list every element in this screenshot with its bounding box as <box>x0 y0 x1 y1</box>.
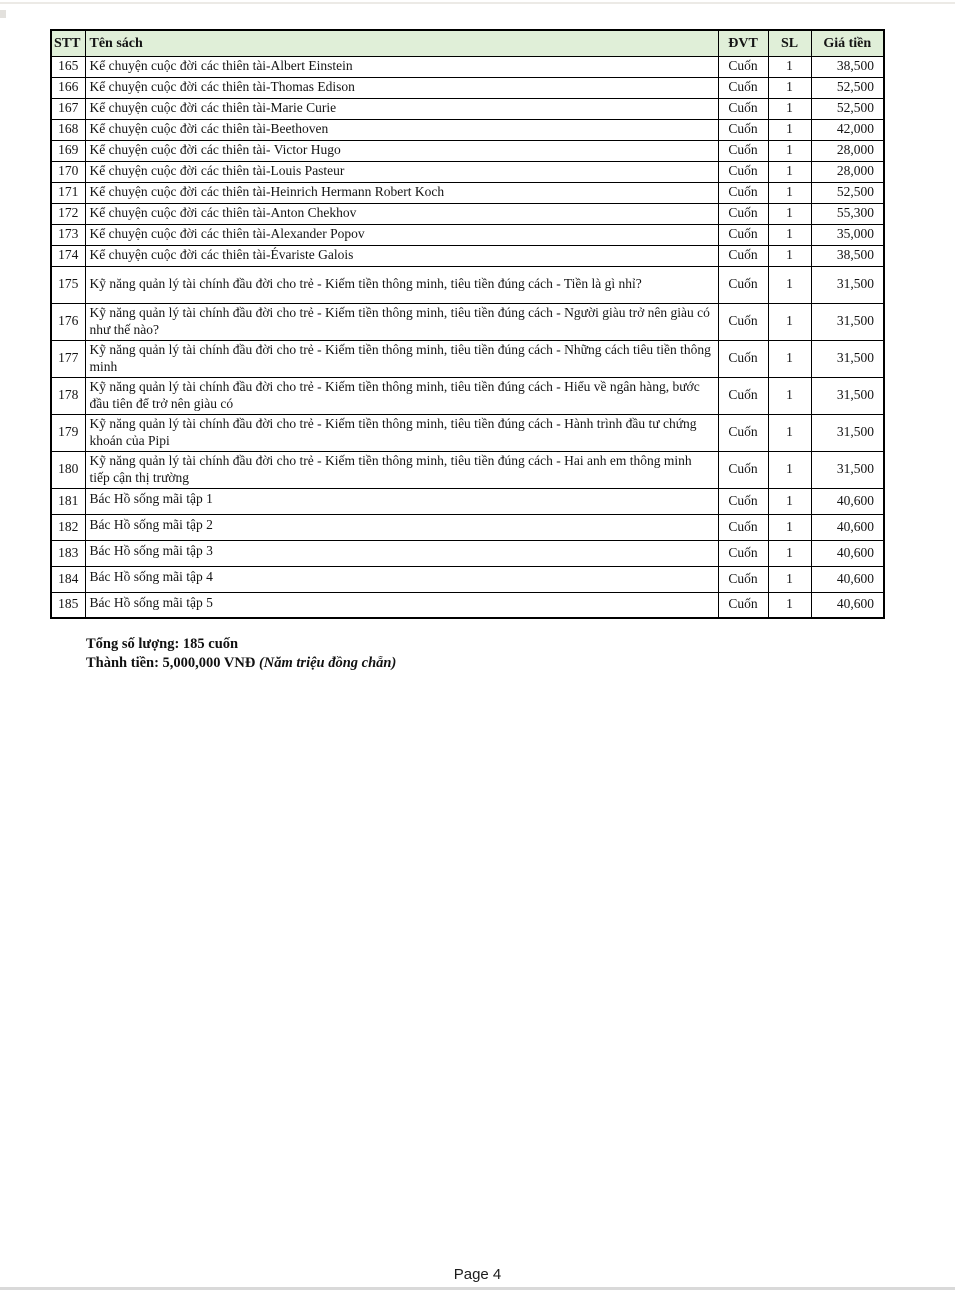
table-row <box>51 161 884 182</box>
totals-summary <box>86 635 396 673</box>
table-row <box>51 203 884 224</box>
book-title-cell: Kể chuyện cuộc đời các thiên tài- Victor Hugo <box>85 140 718 161</box>
row-number-cell: 171 <box>51 182 85 203</box>
book-title-cell: Kể chuyện cuộc đời các thiên tài-Alexander Popov <box>85 224 718 245</box>
total-amount-line <box>86 654 396 673</box>
row-number-cell: 169 <box>51 140 85 161</box>
row-number-cell: 176 <box>51 303 85 340</box>
table-row <box>51 266 884 303</box>
quantity-cell: 1 <box>768 540 811 566</box>
row-number-cell: 172 <box>51 203 85 224</box>
quantity-cell: 1 <box>768 377 811 414</box>
book-table <box>50 29 885 619</box>
scan-artifact-left-mark <box>0 10 6 18</box>
quantity-cell: 1 <box>768 140 811 161</box>
table-row <box>51 566 884 592</box>
row-number-cell: 174 <box>51 245 85 266</box>
page-number-label: Page 4 <box>453 1266 502 1283</box>
row-number-cell: 181 <box>51 488 85 514</box>
table-row <box>51 245 884 266</box>
book-title-cell: Kỹ năng quản lý tài chính đầu đời cho trẻ - Kiếm tiền thông minh, tiêu tiền đúng cách - Hiểu về ngân hàng, bước đầu tiên để trở nên giàu có <box>85 377 718 414</box>
header-unit: ĐVT <box>718 30 768 56</box>
unit-cell: Cuốn <box>718 377 768 414</box>
book-title-cell: Bác Hồ sống mãi tập 3 <box>85 540 718 566</box>
price-cell: 40,600 <box>811 592 884 618</box>
unit-cell: Cuốn <box>718 414 768 451</box>
price-cell: 31,500 <box>811 414 884 451</box>
book-title-cell: Kể chuyện cuộc đời các thiên tài-Anton Chekhov <box>85 203 718 224</box>
unit-cell: Cuốn <box>718 488 768 514</box>
unit-cell: Cuốn <box>718 77 768 98</box>
header-row <box>51 30 884 56</box>
price-cell: 35,000 <box>811 224 884 245</box>
price-cell: 28,000 <box>811 140 884 161</box>
quantity-cell: 1 <box>768 451 811 488</box>
table-row <box>51 592 884 618</box>
table-row <box>51 303 884 340</box>
unit-cell: Cuốn <box>718 266 768 303</box>
unit-cell: Cuốn <box>718 203 768 224</box>
book-title-cell: Bác Hồ sống mãi tập 2 <box>85 514 718 540</box>
quantity-cell: 1 <box>768 77 811 98</box>
book-title-cell: Bác Hồ sống mãi tập 4 <box>85 566 718 592</box>
row-number-cell: 178 <box>51 377 85 414</box>
total-amount-label: Thành tiền: 5,000,000 VNĐ <box>86 655 256 671</box>
row-number-cell: 168 <box>51 119 85 140</box>
book-title-cell: Kể chuyện cuộc đời các thiên tài-Thomas Edison <box>85 77 718 98</box>
price-cell: 31,500 <box>811 340 884 377</box>
quantity-cell: 1 <box>768 514 811 540</box>
quantity-cell: 1 <box>768 56 811 77</box>
unit-cell: Cuốn <box>718 245 768 266</box>
quantity-cell: 1 <box>768 203 811 224</box>
price-cell: 31,500 <box>811 266 884 303</box>
row-number-cell: 185 <box>51 592 85 618</box>
row-number-cell: 179 <box>51 414 85 451</box>
quantity-cell: 1 <box>768 98 811 119</box>
price-cell: 40,600 <box>811 488 884 514</box>
unit-cell: Cuốn <box>718 140 768 161</box>
price-cell: 31,500 <box>811 451 884 488</box>
table-row <box>51 140 884 161</box>
row-number-cell: 183 <box>51 540 85 566</box>
table-row <box>51 377 884 414</box>
price-cell: 42,000 <box>811 119 884 140</box>
table-row <box>51 224 884 245</box>
price-cell: 55,300 <box>811 203 884 224</box>
unit-cell: Cuốn <box>718 98 768 119</box>
book-title-cell: Kể chuyện cuộc đời các thiên tài-Albert Einstein <box>85 56 718 77</box>
table-row <box>51 514 884 540</box>
unit-cell: Cuốn <box>718 119 768 140</box>
unit-cell: Cuốn <box>718 451 768 488</box>
book-title-cell: Kể chuyện cuộc đời các thiên tài-Louis Pasteur <box>85 161 718 182</box>
quantity-cell: 1 <box>768 245 811 266</box>
unit-cell: Cuốn <box>718 540 768 566</box>
quantity-cell: 1 <box>768 488 811 514</box>
table-row <box>51 451 884 488</box>
price-cell: 40,600 <box>811 540 884 566</box>
book-list-table-container <box>50 29 883 619</box>
price-cell: 52,500 <box>811 77 884 98</box>
book-table-header <box>51 30 884 56</box>
unit-cell: Cuốn <box>718 514 768 540</box>
book-title-cell: Kể chuyện cuộc đời các thiên tài-Heinrich Hermann Robert Koch <box>85 182 718 203</box>
row-number-cell: 170 <box>51 161 85 182</box>
table-row <box>51 119 884 140</box>
table-row <box>51 182 884 203</box>
book-title-cell: Kể chuyện cuộc đời các thiên tài-Beethoven <box>85 119 718 140</box>
unit-cell: Cuốn <box>718 56 768 77</box>
quantity-cell: 1 <box>768 266 811 303</box>
price-cell: 28,000 <box>811 161 884 182</box>
quantity-cell: 1 <box>768 119 811 140</box>
unit-cell: Cuốn <box>718 161 768 182</box>
row-number-cell: 165 <box>51 56 85 77</box>
book-title-cell: Kỹ năng quản lý tài chính đầu đời cho trẻ - Kiếm tiền thông minh, tiêu tiền đúng cách - Hai anh em thông minh tiếp cận thị trường <box>85 451 718 488</box>
book-title-cell: Kể chuyện cuộc đời các thiên tài-Évariste Galois <box>85 245 718 266</box>
price-cell: 38,500 <box>811 56 884 77</box>
table-row <box>51 488 884 514</box>
quantity-cell: 1 <box>768 303 811 340</box>
unit-cell: Cuốn <box>718 303 768 340</box>
book-title-cell: Kỹ năng quản lý tài chính đầu đời cho trẻ - Kiếm tiền thông minh, tiêu tiền đúng cách - Người giàu trở nên giàu có như thế nào? <box>85 303 718 340</box>
unit-cell: Cuốn <box>718 182 768 203</box>
price-cell: 52,500 <box>811 98 884 119</box>
book-title-cell: Kể chuyện cuộc đời các thiên tài-Marie Curie <box>85 98 718 119</box>
table-row <box>51 340 884 377</box>
book-title-cell: Kỹ năng quản lý tài chính đầu đời cho trẻ - Kiếm tiền thông minh, tiêu tiền đúng cách - Hành trình đầu tư chứng khoán của Pipi <box>85 414 718 451</box>
table-row <box>51 540 884 566</box>
quantity-cell: 1 <box>768 566 811 592</box>
quantity-cell: 1 <box>768 182 811 203</box>
price-cell: 52,500 <box>811 182 884 203</box>
row-number-cell: 180 <box>51 451 85 488</box>
table-row <box>51 98 884 119</box>
scan-artifact-top-edge <box>0 2 955 4</box>
price-cell: 38,500 <box>811 245 884 266</box>
row-number-cell: 177 <box>51 340 85 377</box>
quantity-cell: 1 <box>768 224 811 245</box>
unit-cell: Cuốn <box>718 340 768 377</box>
header-stt: STT <box>51 30 85 56</box>
price-cell: 40,600 <box>811 514 884 540</box>
price-cell: 31,500 <box>811 303 884 340</box>
price-cell: 31,500 <box>811 377 884 414</box>
total-amount-in-words: (Năm triệu đồng chẵn) <box>258 655 397 671</box>
header-quantity: SL <box>768 30 811 56</box>
quantity-cell: 1 <box>768 340 811 377</box>
book-title-cell: Bác Hồ sống mãi tập 5 <box>85 592 718 618</box>
unit-cell: Cuốn <box>718 592 768 618</box>
book-table-body <box>51 56 884 618</box>
header-price: Giá tiền <box>811 30 884 56</box>
row-number-cell: 184 <box>51 566 85 592</box>
table-row <box>51 77 884 98</box>
unit-cell: Cuốn <box>718 566 768 592</box>
row-number-cell: 167 <box>51 98 85 119</box>
price-cell: 40,600 <box>811 566 884 592</box>
row-number-cell: 182 <box>51 514 85 540</box>
book-title-cell: Bác Hồ sống mãi tập 1 <box>85 488 718 514</box>
header-title: Tên sách <box>85 30 718 56</box>
row-number-cell: 173 <box>51 224 85 245</box>
quantity-cell: 1 <box>768 592 811 618</box>
quantity-cell: 1 <box>768 161 811 182</box>
row-number-cell: 166 <box>51 77 85 98</box>
unit-cell: Cuốn <box>718 224 768 245</box>
book-title-cell: Kỹ năng quản lý tài chính đầu đời cho trẻ - Kiếm tiền thông minh, tiêu tiền đúng cách - Những cách tiêu tiền thông minh <box>85 340 718 377</box>
quantity-cell: 1 <box>768 414 811 451</box>
table-row <box>51 56 884 77</box>
book-title-cell: Kỹ năng quản lý tài chính đầu đời cho trẻ - Kiếm tiền thông minh, tiêu tiền đúng cách - Tiền là gì nhỉ? <box>85 266 718 303</box>
table-row <box>51 414 884 451</box>
row-number-cell: 175 <box>51 266 85 303</box>
total-quantity-line: Tổng số lượng: 185 cuốn <box>86 636 239 652</box>
